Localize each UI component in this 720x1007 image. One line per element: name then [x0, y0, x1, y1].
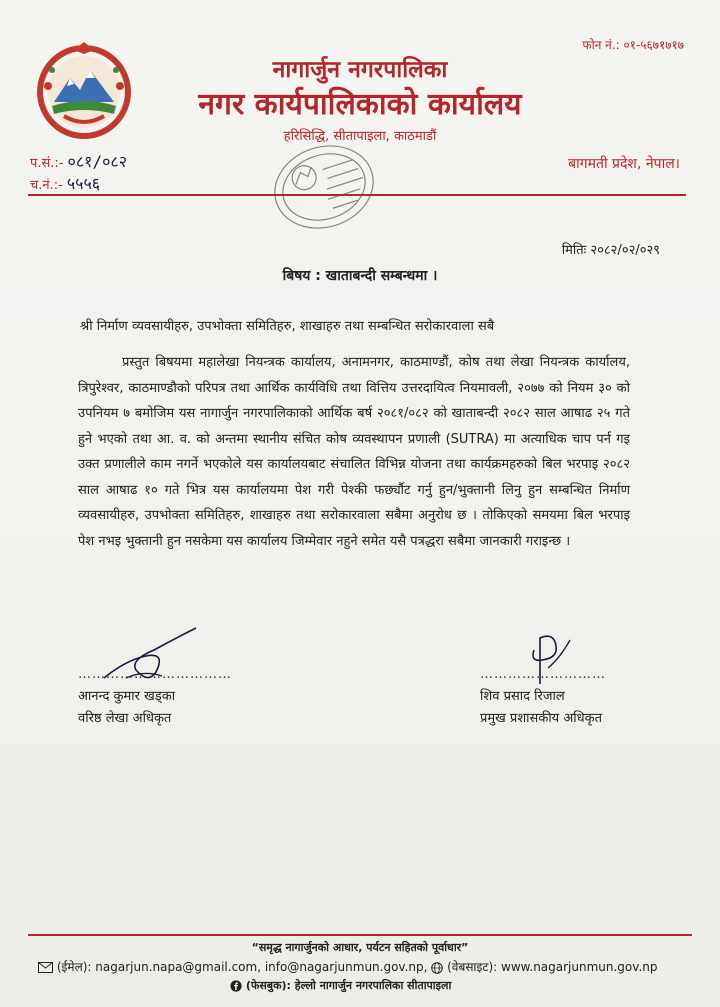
dispatch-value: ५५५६ [66, 174, 101, 193]
signature-left-title: वरिष्ठ लेखा अधिकृत [78, 711, 172, 726]
footer-facebook [230, 978, 451, 993]
stamp-icon [268, 132, 380, 242]
signature-left [78, 664, 232, 730]
website-url[interactable]: www.nagarjunmun.gov.np [501, 960, 658, 974]
signature-right [480, 664, 640, 730]
phone-number: फोन नं.: ०१-५६७१७१७ [582, 38, 684, 52]
mail-icon [38, 962, 53, 973]
province: बागमती प्रदेश, नेपाल। [568, 156, 680, 172]
signature-right-line: ……………………… [480, 667, 606, 682]
footer-divider [28, 934, 692, 936]
letter-date: मितिः २०८२/०२/०२९ [561, 243, 660, 258]
header-divider [28, 194, 686, 196]
letter-body: प्रस्तुत बिषयमा महालेखा नियन्त्रक कार्यालय, अनामनगर, काठमाण्डौं, कोष तथा लेखा नियन्त्रक कार्यालय, त्रिपुरेश्वर, काठमाण्डौको परिपत्र तथा आर्थिक कार्यविधि तथा वित्तिय उत्तरदायित्व नियमावली, २०७७ को नियम ३० को उपनियम ७ बमोजिम यस नागार्जुन नगरपालिकाको आर्थिक बर्ष २०८१/०८२ को खाताबन्दी २०८२ साल आषाढ २५ गते हुने भएको तथा आ. व. को अन्तमा स्थानीय संचित कोष व्यवस्थापन प्रणाली (SUTRA) मा अत्याधिक चाप पर्न गइ उक्त प्रणालीले काम नगर्ने भएकोले यस कार्यालयबाट संचालित विभिन्न योजना तथा कार्यक्रमहरुको बिल भरपाइ २०८२ साल आषाढ १० गते भित्र यस कार्यालयमा पेश गरी पेश्की फर्छ्यौट गर्नु हुन/भुक्तानी लिनु हुन सम्बन्धित निर्माण व्यवसायीहरु, उपभोक्ता समितिहरु, शाखाहरु तथा सरोकारवाला सबैमा अनुरोध छ । तोकिएको समयमा बिल भरपाइ पेश नभइ भुक्तानी हुन नसकेमा यस कार्यालय जिम्मेवार नहुने समेत यसै पत्रद्धरा सबैमा जानकारी गराइन्छ । [78, 355, 630, 549]
email-addresses: nagarjun.napa@gmail.com, info@nagarjunmun.gov.np, [95, 960, 428, 974]
website-label: (वेबसाइट): [447, 960, 498, 974]
office-address: हरिसिद्धि, सीतापाइला, काठमाडौं [283, 129, 437, 144]
signature-left-line: …………………………… [78, 667, 232, 682]
email-label: (ईमेल): [56, 960, 92, 974]
facebook-icon [230, 980, 242, 992]
facebook-label: (फेसबुक): [245, 979, 291, 992]
letter-subject: बिषय : खाताबन्दी सम्बन्धमा । [282, 268, 438, 284]
reference-label: प.सं.:- [30, 156, 64, 171]
facebook-page[interactable]: हेल्लो नागार्जुन नगरपालिका सीतापाइला [294, 979, 452, 992]
footer-motto: “समृद्ध नागार्जुनको आधार, पर्यटन सहितको पूर्वाधार” [251, 941, 469, 954]
signature-right-name: शिव प्रसाद रिजाल [480, 689, 565, 704]
office-name: नगर कार्यपालिकाको कार्यालय [198, 87, 522, 122]
signature-right-title: प्रमुख प्रशासकीय अधिकृत [480, 711, 603, 726]
reference-value: ०८१/०८२ [67, 152, 128, 171]
globe-icon [431, 962, 443, 974]
dispatch-number [30, 172, 100, 194]
letter-recipient: श्री निर्माण व्यवसायीहरु, उपभोक्ता समितिहरु, शाखाहरु तथा सम्बन्धित सरोकारवाला सबै [80, 319, 495, 334]
municipality-name: नागार्जुन नगरपालिका [272, 57, 448, 83]
footer-contact [38, 958, 657, 975]
signature-left-name: आनन्द कुमार खड्का [78, 689, 176, 704]
reference-number [30, 150, 127, 172]
dispatch-label: च.नं.:- [30, 178, 63, 193]
